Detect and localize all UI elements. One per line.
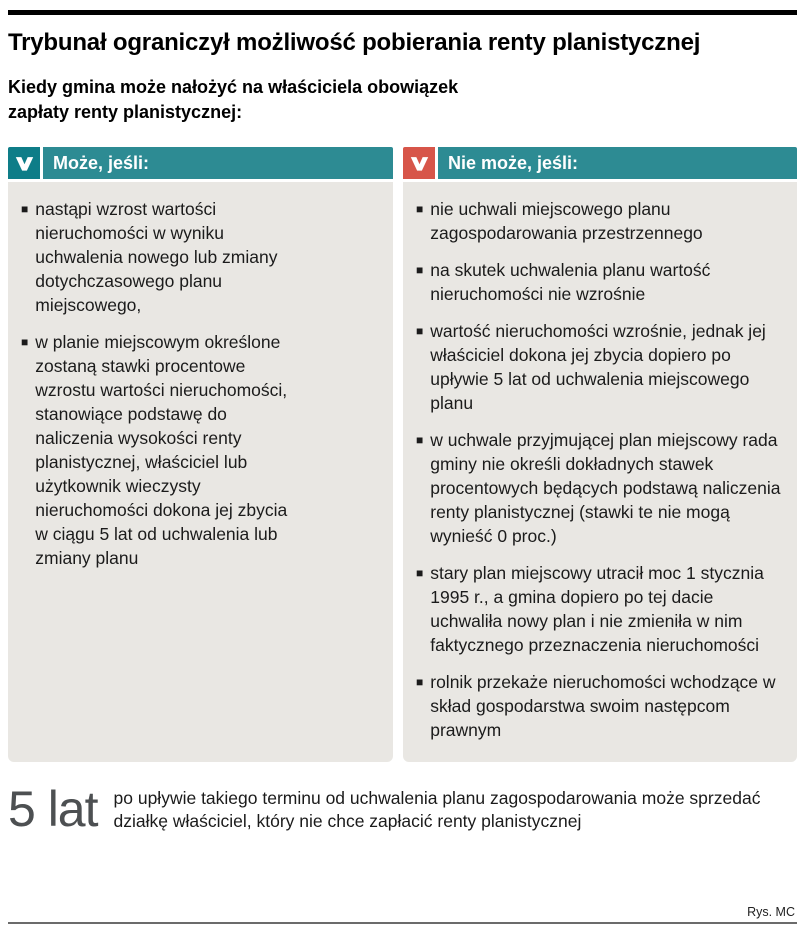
column-cannot-header xyxy=(403,147,797,179)
list-item-text: w planie miejscowym określone zostaną stawki procentowe wzrostu wartości nieruchomości, stanowiące podstawę do naliczenia wysokości renty planistycznej, właściciel lub użytkownik wieczysty nieruchomości dokona jej zbycia w ciągu 5 lat od uchwalenia lub zmiany planu xyxy=(35,332,288,568)
list-item-text: nastąpi wzrost wartości nieruchomości w wyniku uchwalenia nowego lub zmiany dotychczasowego planu miejscowego, xyxy=(35,199,278,315)
column-cannot-body xyxy=(403,182,797,762)
bullet-square-icon: ■ xyxy=(21,202,29,216)
column-cannot-header-label: Nie może, jeśli: xyxy=(438,147,797,179)
bullet-square-icon: ■ xyxy=(416,566,424,580)
column-can-header xyxy=(8,147,393,179)
bullet-square-icon: ■ xyxy=(416,324,424,338)
check-v-icon xyxy=(8,147,40,179)
comparison-columns xyxy=(8,147,797,762)
column-cannot xyxy=(403,147,797,762)
check-v-icon xyxy=(403,147,435,179)
list-item-text: nie uchwali miejscowego planu zagospodarowania przestrzennego xyxy=(430,199,703,243)
column-can-body xyxy=(8,182,393,762)
list-item xyxy=(416,561,785,657)
page-title: Trybunał ograniczył możliwość pobierania renty planistycznej xyxy=(8,29,701,56)
list-item xyxy=(21,197,381,317)
footer-text: po upływie takiego terminu od uchwalenia planu zagospodarowania może sprzedać działkę właściciel, który nie chce zapłacić renty planistycznej xyxy=(113,788,761,831)
list-item xyxy=(416,197,785,245)
list-item xyxy=(416,670,785,742)
bullet-square-icon: ■ xyxy=(416,263,424,277)
cannot-list xyxy=(416,197,785,742)
list-item-text: stary plan miejscowy utracił moc 1 stycznia 1995 r., a gmina dopiero po tej dacie uchwaliła nowy plan i nie zmieniła w nim faktycznego przeznaczenia nieruchomości xyxy=(430,563,764,655)
list-item-text: rolnik przekaże nieruchomości wchodzące w skład gospodarstwa swoim następcom prawnym xyxy=(430,672,776,740)
column-can xyxy=(8,147,393,762)
bullet-square-icon: ■ xyxy=(416,202,424,216)
list-item-text: wartość nieruchomości wzrośnie, jednak jej właściciel dokona jej zbycia dopiero po upływie 5 lat od uchwalenia miejscowego planu xyxy=(430,321,766,413)
list-item xyxy=(416,428,785,548)
top-rule xyxy=(8,10,797,15)
can-list xyxy=(21,197,381,570)
list-item xyxy=(21,330,381,570)
credit-row xyxy=(8,905,797,924)
list-item-text: w uchwale przyjmującej plan miejscowy rada gminy nie określi dokładnych stawek procentowych będących podstawą naliczenia renty planistycznej (stawki te nie mogą wynieść 0 proc.) xyxy=(430,430,781,546)
bullet-square-icon: ■ xyxy=(416,675,424,689)
bullet-square-icon: ■ xyxy=(21,335,29,349)
page-subtitle: Kiedy gmina może nałożyć na właściciela obowiązek zapłaty renty planistycznej: xyxy=(8,77,459,122)
list-item-text: na skutek uchwalenia planu wartość nieruchomości nie wzrośnie xyxy=(430,260,711,304)
bullet-square-icon: ■ xyxy=(416,433,424,447)
footer-big-number: 5 lat xyxy=(8,781,98,837)
list-item xyxy=(416,258,785,306)
footer-summary xyxy=(8,781,797,837)
column-can-header-label: Może, jeśli: xyxy=(43,147,393,179)
credit-text: Rys. MC xyxy=(747,905,795,919)
list-item xyxy=(416,319,785,415)
